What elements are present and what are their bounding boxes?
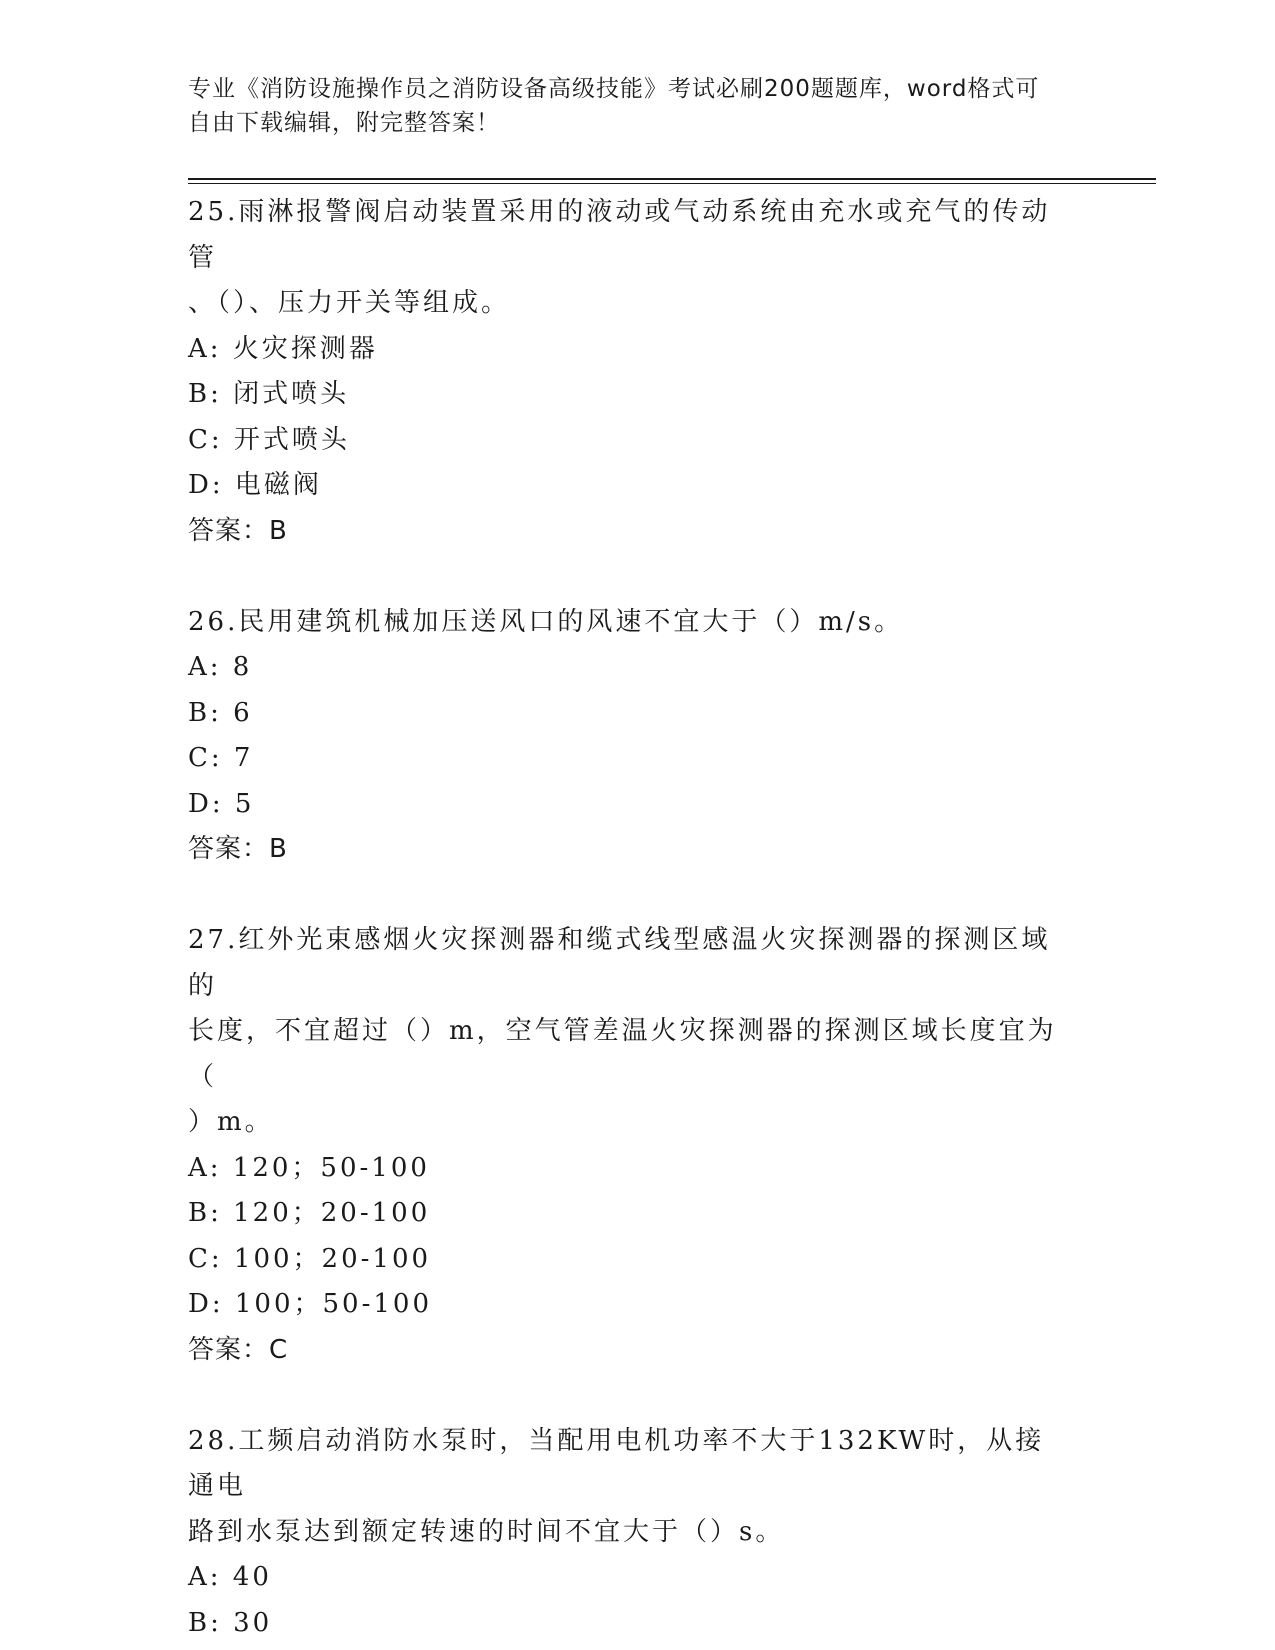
question-text-line: 路到水泵达到额定转速的时间不宜大于（）s。 — [188, 1516, 785, 1547]
option-c: C: 100；20-100 — [188, 1243, 432, 1274]
question-text-line: 26.民用建筑机械加压送风口的风速不宜大于（）m/s。 — [188, 606, 904, 637]
option-a: A: 40 — [188, 1562, 272, 1592]
answer: 答案：C — [188, 1334, 289, 1365]
answer: 答案：B — [188, 834, 288, 864]
option-b: B: 闭式喷头 — [188, 379, 350, 409]
question-spacer — [188, 554, 1068, 600]
header-divider-thin — [188, 183, 1156, 184]
option-a: A: 8 — [188, 652, 253, 682]
question-28 — [188, 1419, 1068, 1647]
option-a: A: 火灾探测器 — [188, 333, 378, 364]
question-25 — [188, 190, 1068, 554]
question-text-line: ）m。 — [188, 1107, 274, 1137]
question-text-line: 28.工频启动消防水泵时，当配用电机功率不大于132KW时，从接通电 — [188, 1425, 1045, 1501]
header-divider-thick — [188, 178, 1156, 180]
header-line-2: 自由下载编辑，附完整答案！ — [188, 110, 500, 136]
document-header — [188, 72, 1068, 140]
question-text-line: 25.雨淋报警阀启动装置采用的液动或气动系统由充水或充气的传动管 — [188, 197, 1051, 273]
option-b: B: 120；20-100 — [188, 1198, 431, 1228]
option-c: C: 开式喷头 — [188, 424, 350, 455]
question-text-line: 长度，不宜超过（）m，空气管差温火灾探测器的探测区域长度宜为（ — [188, 1016, 1057, 1092]
question-spacer — [188, 1373, 1068, 1419]
option-d: D: 5 — [188, 788, 255, 819]
question-spacer — [188, 873, 1068, 919]
question-list — [188, 190, 1068, 1646]
question-26 — [188, 600, 1068, 873]
option-d: D: 电磁阀 — [188, 470, 322, 500]
option-d: D: 100；50-100 — [188, 1289, 432, 1319]
header-line-1: 专业《消防设施操作员之消防设备高级技能》考试必刷200题题库，word格式可 — [188, 76, 1040, 102]
option-c: C: 7 — [188, 743, 254, 773]
question-27 — [188, 918, 1068, 1373]
option-a: A: 120；50-100 — [188, 1152, 430, 1183]
option-b: B: 30 — [188, 1607, 273, 1638]
question-text-line: 、（）、压力开关等组成。 — [188, 288, 511, 318]
question-text-line: 27.红外光束感烟火灾探测器和缆式线型感温火灾探测器的探测区域的 — [188, 925, 1051, 1001]
answer: 答案：B — [188, 515, 288, 546]
option-b: B: 6 — [188, 697, 253, 728]
